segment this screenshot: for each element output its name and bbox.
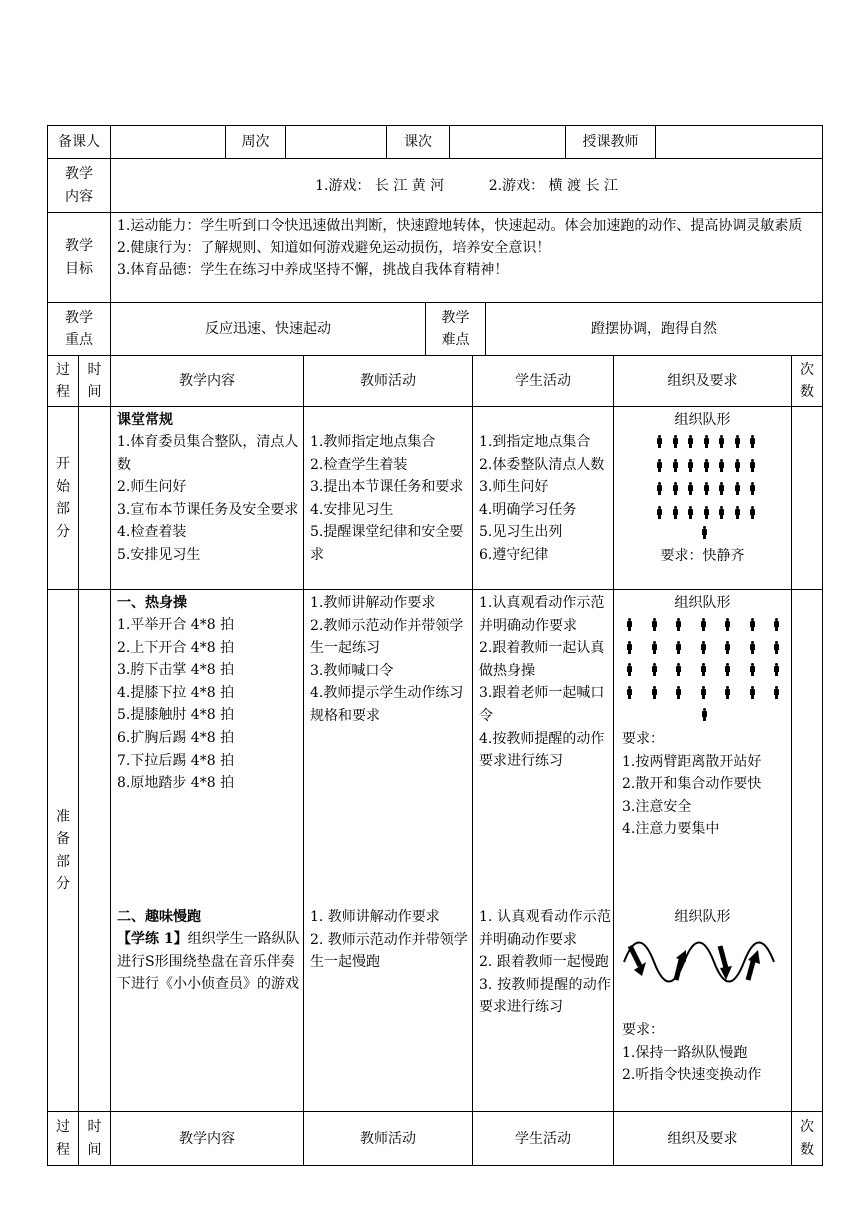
student-person-icon: [718, 459, 725, 472]
col-process: 过 程: [47, 355, 79, 407]
student-person-icon: [675, 641, 682, 654]
start-student-text: 1.到指定地点集合 2.体委整队清点人数 3.师生问好 4.明确学习任务 5.见习生出列 6.遵守纪律: [479, 434, 605, 563]
col-time: 时 间: [78, 355, 111, 407]
student-person-icon: [734, 459, 741, 472]
warmup-student: 1.认真观看动作示范并明确动作要求 2.跟着教师一起认真做热身操 3.跟着老师一起喊口令 4.按教师提醒的动作要求进行练习: [479, 595, 605, 770]
prep-content-cell: [110, 589, 304, 1112]
student-person-icon: [703, 459, 710, 472]
week-value[interactable]: [285, 125, 387, 159]
student-person-icon: [734, 506, 741, 519]
col-organization-repeat: 组织及要求: [613, 1111, 792, 1166]
col-student: 学生活动: [472, 355, 614, 407]
student-person-icon: [749, 663, 756, 676]
s-route-diagram: [620, 936, 788, 988]
col-content: 教学内容: [110, 355, 304, 407]
student-person-icon: [651, 641, 658, 654]
start-teacher-cell: [303, 406, 473, 590]
prep-student-cell: [472, 589, 614, 1112]
student-person-icon: [724, 618, 731, 631]
student-person-icon: [724, 686, 731, 699]
start-org-req: 要求：快静齐: [660, 548, 745, 564]
student-person-icon: [651, 618, 658, 631]
student-person-icon: [687, 506, 694, 519]
teacher-person-icon: [701, 708, 708, 721]
student-person-icon: [656, 482, 663, 495]
student-person-icon: [651, 686, 658, 699]
student-person-icon: [718, 435, 725, 448]
student-person-icon: [718, 506, 725, 519]
student-person-icon: [700, 663, 707, 676]
student-person-icon: [703, 506, 710, 519]
student-person-icon: [749, 618, 756, 631]
student-person-icon: [626, 663, 633, 676]
student-person-icon: [700, 686, 707, 699]
col-count-repeat: 次 数: [791, 1111, 823, 1166]
student-person-icon: [749, 482, 756, 495]
student-person-icon: [724, 663, 731, 676]
student-person-icon: [672, 506, 679, 519]
warmup-org-title: 组织队形: [674, 595, 731, 611]
student-person-icon: [672, 459, 679, 472]
preparer-value[interactable]: [110, 125, 226, 159]
student-person-icon: [672, 435, 679, 448]
student-person-icon: [700, 618, 707, 631]
arrow-down-2-icon: [720, 946, 726, 968]
start-time: [78, 406, 111, 590]
student-person-icon: [773, 663, 780, 676]
key-point-label: 教学 重点: [47, 302, 111, 356]
student-person-icon: [626, 641, 633, 654]
student-person-icon: [626, 618, 633, 631]
teacher-person-icon: [701, 526, 708, 539]
student-person-icon: [656, 459, 663, 472]
student-person-icon: [703, 435, 710, 448]
student-person-icon: [724, 641, 731, 654]
student-person-icon: [718, 482, 725, 495]
student-person-icon: [700, 641, 707, 654]
start-phase: 开 始 部 分: [47, 406, 79, 590]
student-person-icon: [734, 435, 741, 448]
student-person-icon: [749, 641, 756, 654]
warmup-formation-diagram: [614, 590, 791, 730]
col-time-repeat: 时 间: [78, 1111, 111, 1166]
start-content-body: 1.体育委员集合整队，清点人数 2.师生问好 3.宣布本节课任务及安全要求 4.检查着装 5.安排见习生: [117, 434, 299, 563]
student-person-icon: [734, 482, 741, 495]
lesson-value[interactable]: [449, 125, 566, 159]
run-org-req: 要求： 1.保持一路纵队慢跑 2.听指令快速变换动作: [622, 1022, 762, 1084]
run-paragraph: [117, 928, 301, 996]
teacher-value[interactable]: [655, 125, 823, 159]
student-person-icon: [675, 663, 682, 676]
col-teacher: 教师活动: [303, 355, 473, 407]
difficulty-text: 蹬摆协调，跑得自然: [485, 302, 823, 356]
student-person-icon: [703, 482, 710, 495]
warmup-teacher: 1.教师讲解动作要求 2.教师示范动作并带领学生一起练习 3.教师喊口令 4.教师提示学生动作练习规格和要求: [310, 595, 464, 724]
run-student: 1. 认真观看动作示范并明确动作要求 2. 跟着教师一起慢跑 3. 按教师提醒的动作要求进行练习: [479, 909, 611, 1016]
student-person-icon: [656, 435, 663, 448]
student-person-icon: [651, 663, 658, 676]
student-person-icon: [749, 686, 756, 699]
start-content-title: 课堂常规: [117, 412, 173, 428]
start-content-cell: [110, 406, 304, 590]
run-teacher: 1. 教师讲解动作要求 2. 教师示范动作并带领学生一起慢跑: [310, 909, 468, 971]
col-student-repeat: 学生活动: [472, 1111, 614, 1166]
teacher-label: 授课教师: [565, 125, 656, 159]
start-formation-diagram: [614, 407, 791, 547]
prep-teacher-cell: [303, 589, 473, 1112]
arrow-head-4-icon: [748, 950, 760, 964]
start-org-cell: [613, 406, 792, 590]
student-person-icon: [626, 686, 633, 699]
run-org-title: 组织队形: [674, 909, 731, 925]
run-body: 组织学生一路纵队进行S形围绕垫盘在音乐伴奏下进行《小小侦查员》的游戏: [117, 931, 300, 993]
col-count: 次 数: [791, 355, 823, 407]
student-person-icon: [675, 686, 682, 699]
run-tag: 【学练 1】: [117, 931, 188, 947]
col-process-repeat: 过 程: [47, 1111, 79, 1166]
col-organization: 组织及要求: [613, 355, 792, 407]
content-text: 1.游戏： 长 江 黄 河 2.游戏： 横 渡 长 江: [110, 158, 823, 213]
week-label: 周次: [225, 125, 286, 159]
student-person-icon: [672, 482, 679, 495]
student-person-icon: [773, 686, 780, 699]
objectives-cell: [110, 212, 823, 303]
student-person-icon: [687, 459, 694, 472]
student-person-icon: [773, 641, 780, 654]
difficulty-label: 教学 难点: [425, 302, 486, 356]
arrow-down-1-icon: [630, 946, 640, 966]
objectives-label: 教学 目标: [47, 212, 111, 303]
student-person-icon: [656, 506, 663, 519]
prep-count: [791, 589, 823, 1112]
student-person-icon: [773, 618, 780, 631]
student-person-icon: [749, 435, 756, 448]
run-title: 二、趣味慢跑: [117, 909, 201, 925]
student-person-icon: [675, 618, 682, 631]
objectives-text: 1.运动能力：学生听到口令快迅速做出判断，快速蹬地转体，快速起动。体会加速跑的动作、提高协调灵敏素质 2.健康行为：了解规则、知道如何游戏避免运动损伤，培养安全意识！ 3.体育品德：学生在练习中养成坚持不懈，挑战自我体育精神！: [117, 218, 803, 278]
start-count: [791, 406, 823, 590]
content-label: 教学 内容: [47, 158, 111, 213]
key-point-text: 反应迅速、快速起动: [110, 302, 426, 356]
student-person-icon: [749, 459, 756, 472]
lesson-label: 课次: [386, 125, 450, 159]
start-org-title: 组织队形: [674, 412, 731, 428]
warmup-body: 1.平举开合 4*8 拍 2.上下开合 4*8 拍 3.胯下击掌 4*8 拍 4.提膝下拉 4*8 拍 5.提膝触肘 4*8 拍 6.扩胸后踢 4*8 拍 7.下拉后踢 4*8 拍 8.原地踏步 4*8 拍: [117, 617, 235, 792]
prep-phase: 准 备 部 分: [47, 589, 79, 1112]
preparer-label: 备课人: [47, 125, 111, 159]
prep-org-cell: [613, 589, 792, 1112]
warmup-org-req: 要求： 1.按两臂距离散开站好 2.散开和集合动作要快 3.注意安全 4.注意力要集中: [622, 731, 762, 838]
col-teacher-repeat: 教师活动: [303, 1111, 473, 1166]
prep-time: [78, 589, 111, 1112]
start-teacher-text: 1.教师指定地点集合 2.检查学生着装 3.提出本节课任务和要求 4.安排见习生 5.提醒课堂纪律和安全要求: [310, 434, 464, 563]
warmup-title: 一、热身操: [117, 595, 187, 611]
student-person-icon: [687, 435, 694, 448]
col-content-repeat: 教学内容: [110, 1111, 304, 1166]
student-person-icon: [749, 506, 756, 519]
student-person-icon: [687, 482, 694, 495]
start-student-cell: [472, 406, 614, 590]
